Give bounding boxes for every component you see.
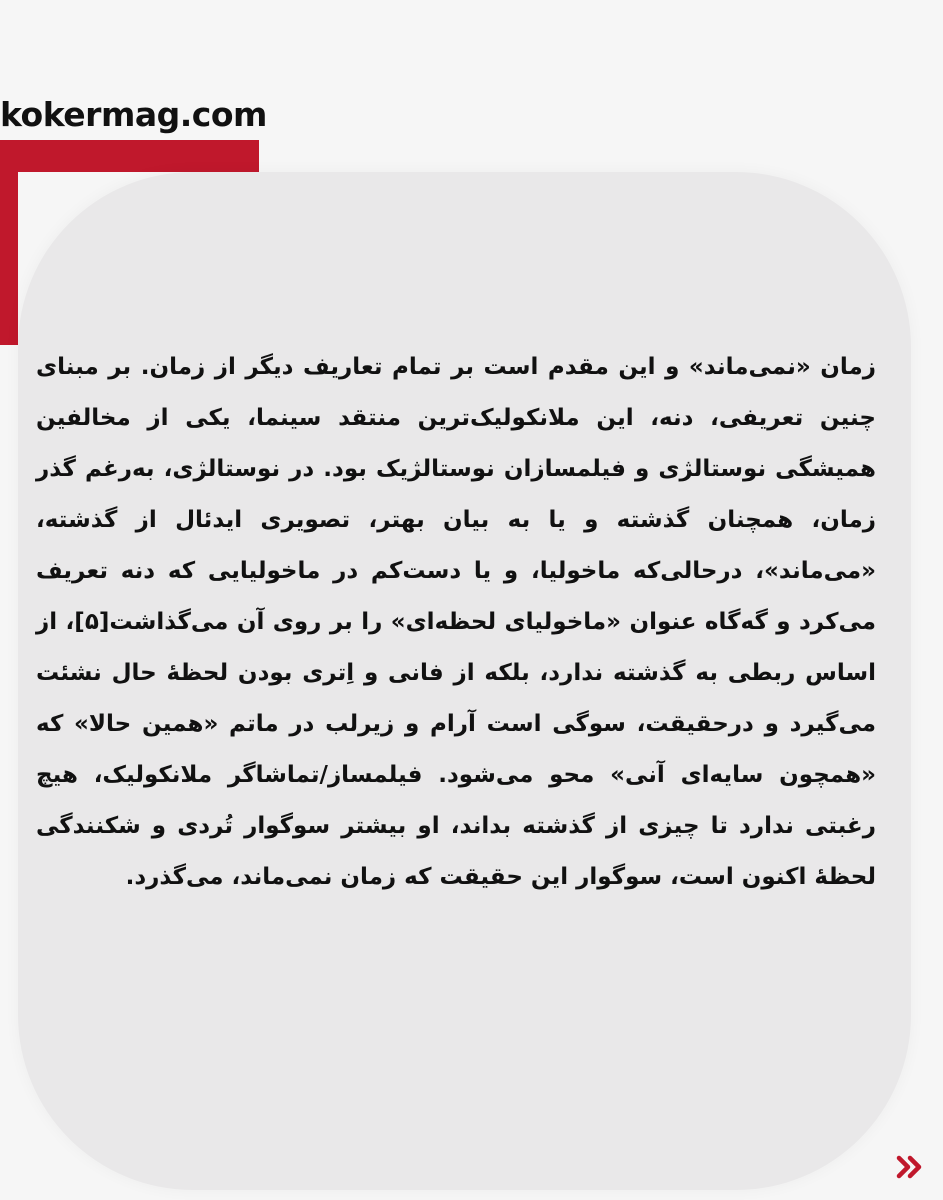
chevron-right-icon: [910, 1158, 919, 1176]
site-name: kokermag.com: [0, 95, 267, 134]
next-page-icon[interactable]: [893, 1150, 927, 1184]
article-paragraph: زمان «نمی‌ماند» و این مقدم است بر تمام تعاریف دیگر از زمان. بر مبنای چنین تعریفی، دنه، این ملانکولیک‌ترین منتقد سینما، یکی از مخالفین همیشگی نوستالژی و فیلمسازان نوستالژیک بود. در نوستالژی، به‌رغم گذر زمان، همچنان گذشته و یا به بیان بهتر، تصویری ایدئال از گذشته، «می‌ماند»، درحالی‌که ماخولیا، و یا دست‌کم در ماخولیایی که دنه تعریف می‌کرد و گه‌گاه عنوان «ماخولیای لحظه‌ای» را بر روی آن می‌گذاشت[۵]، از اساس ربطی به گذشته ندارد، بلکه از فانی و اِتری بودن لحظهٔ حال نشئت می‌گیرد و درحقیقت، سوگی است آرام و زیرلب در ماتم «همین حالا» که «همچون سایه‌ای آنی» محو می‌شود. فیلمساز/تماشاگر ملانکولیک، هیچ رغبتی ندارد تا چیزی از گذشته بداند، او بیشتر سوگوار تُردی و شکنندگی لحظهٔ اکنون است، سوگوار این حقیقت که زمان نمی‌ماند، می‌گذرد.: [36, 354, 876, 890]
accent-side-bar: [0, 140, 18, 345]
accent-band: [0, 140, 259, 172]
chevron-right-icon: [899, 1158, 908, 1176]
